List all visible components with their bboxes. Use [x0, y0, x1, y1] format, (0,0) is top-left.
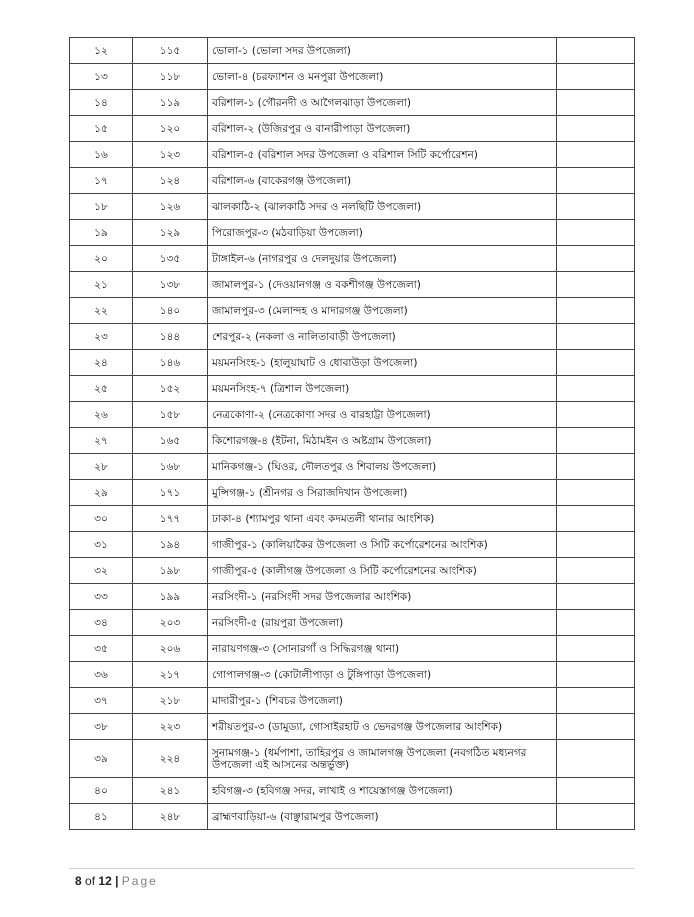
- constituency-cell: মুন্সিগঞ্জ-১ (শ্রীনগর ও সিরাজদিখান উপজেলা): [208, 480, 557, 506]
- table-row: [70, 116, 635, 142]
- note-cell: [557, 584, 635, 610]
- serial-cell: ২৬: [70, 402, 133, 428]
- note-cell: [557, 350, 635, 376]
- note-cell: [557, 740, 635, 778]
- table-row: [70, 480, 635, 506]
- table-row: [70, 428, 635, 454]
- serial-cell: ১৩: [70, 64, 133, 90]
- constituency-cell: গাজীপুর-৫ (কালীগঞ্জ উপজেলা ও সিটি কর্পোরেশনের আংশিক): [208, 558, 557, 584]
- seat-number-cell: ১৭৭: [133, 506, 208, 532]
- seat-number-cell: ২২৩: [133, 714, 208, 740]
- seat-number-cell: ১৬৮: [133, 454, 208, 480]
- note-cell: [557, 662, 635, 688]
- page-separator: |: [115, 874, 119, 888]
- seat-number-cell: ২১৭: [133, 662, 208, 688]
- serial-cell: ২৭: [70, 428, 133, 454]
- serial-cell: ১২: [70, 38, 133, 64]
- constituency-cell: বরিশাল-৫ (বরিশাল সদর উপজেলা ও বরিশাল সিটি কর্পোরেশন): [208, 142, 557, 168]
- constituency-cell: নরসিংদী-১ (নরসিংদী সদর উপজেলার আংশিক): [208, 584, 557, 610]
- serial-cell: ২৪: [70, 350, 133, 376]
- table-row: [70, 688, 635, 714]
- table-row: [70, 350, 635, 376]
- note-cell: [557, 116, 635, 142]
- table-row: [70, 194, 635, 220]
- page-current: 8: [75, 874, 82, 888]
- constituency-cell: শেরপুর-২ (নকলা ও নালিতাবাড়ী উপজেলা): [208, 324, 557, 350]
- note-cell: [557, 532, 635, 558]
- constituency-cell: ময়মনসিংহ-১ (হালুয়াঘাট ও ধোবাউড়া উপজেলা): [208, 350, 557, 376]
- page-total: 12: [98, 874, 112, 888]
- seat-number-cell: ২২৪: [133, 740, 208, 778]
- table-body: [70, 38, 635, 830]
- table-row: [70, 246, 635, 272]
- footer-divider: [69, 868, 634, 869]
- constituency-cell: হবিগঞ্জ-৩ (হবিগঞ্জ সদর, লাখাই ও শায়েস্তাগঞ্জ উপজেলা): [208, 778, 557, 804]
- serial-cell: ২২: [70, 298, 133, 324]
- table-row: [70, 142, 635, 168]
- seat-number-cell: ১৫২: [133, 376, 208, 402]
- page-of-label: of: [85, 874, 96, 888]
- note-cell: [557, 194, 635, 220]
- note-cell: [557, 376, 635, 402]
- serial-cell: ২৯: [70, 480, 133, 506]
- table-row: [70, 584, 635, 610]
- serial-cell: ১৮: [70, 194, 133, 220]
- serial-cell: ৩৭: [70, 688, 133, 714]
- serial-cell: ২১: [70, 272, 133, 298]
- serial-cell: ২৫: [70, 376, 133, 402]
- note-cell: [557, 220, 635, 246]
- seat-number-cell: ২৪১: [133, 778, 208, 804]
- note-cell: [557, 480, 635, 506]
- seat-number-cell: ১২৪: [133, 168, 208, 194]
- table-row: [70, 64, 635, 90]
- table-row: [70, 324, 635, 350]
- table-row: [70, 778, 635, 804]
- seat-number-cell: ১২৯: [133, 220, 208, 246]
- constituency-cell: মাদারীপুর-১ (শিবচর উপজেলা): [208, 688, 557, 714]
- table-row: [70, 298, 635, 324]
- constituency-cell: পিরোজপুর-৩ (মঠবাড়িয়া উপজেলা): [208, 220, 557, 246]
- note-cell: [557, 402, 635, 428]
- serial-cell: ১৯: [70, 220, 133, 246]
- table-row: [70, 740, 635, 778]
- page-footer: [75, 874, 158, 888]
- constituency-cell: বরিশাল-২ (উজিরপুর ও বানারীপাড়া উপজেলা): [208, 116, 557, 142]
- note-cell: [557, 506, 635, 532]
- note-cell: [557, 298, 635, 324]
- seat-number-cell: ১৯৮: [133, 558, 208, 584]
- seat-number-cell: ১৪৪: [133, 324, 208, 350]
- serial-cell: ৩৯: [70, 740, 133, 778]
- serial-cell: ৪১: [70, 804, 133, 830]
- note-cell: [557, 804, 635, 830]
- table-row: [70, 610, 635, 636]
- serial-cell: ৪০: [70, 778, 133, 804]
- table-row: [70, 402, 635, 428]
- seat-number-cell: ১৭১: [133, 480, 208, 506]
- seat-number-cell: ১২০: [133, 116, 208, 142]
- seat-number-cell: ১৪৬: [133, 350, 208, 376]
- table-row: [70, 220, 635, 246]
- constituency-cell: শরীয়তপুর-৩ (ডামুড্যা, গোসাইরহাট ও ভেদরগঞ্জ উপজেলার আংশিক): [208, 714, 557, 740]
- constituency-cell: জামালপুর-৩ (মেলান্দহ ও মাদারগঞ্জ উপজেলা): [208, 298, 557, 324]
- constituency-cell: বরিশাল-৬ (বাকেরগঞ্জ উপজেলা): [208, 168, 557, 194]
- constituency-cell: সুনামগঞ্জ-১ (ধর্মপাশা, তাহিরপুর ও জামালগঞ্জ উপজেলা (নবগঠিত মধ্যনগর উপজেলা এই আসনের অন্তর্ভুক্ত): [208, 740, 557, 778]
- note-cell: [557, 142, 635, 168]
- constituency-cell: মানিকগঞ্জ-১ (ঘিওর, দৌলতপুর ও শিবালয় উপজেলা): [208, 454, 557, 480]
- note-cell: [557, 636, 635, 662]
- note-cell: [557, 246, 635, 272]
- serial-cell: ৩৩: [70, 584, 133, 610]
- note-cell: [557, 454, 635, 480]
- constituency-cell: নরসিংদী-৫ (রায়পুরা উপজেলা): [208, 610, 557, 636]
- constituency-cell: ভোলা-১ (ভোলা সদর উপজেলা): [208, 38, 557, 64]
- note-cell: [557, 324, 635, 350]
- seat-number-cell: ১৩৫: [133, 246, 208, 272]
- table-row: [70, 662, 635, 688]
- serial-cell: ৩৪: [70, 610, 133, 636]
- constituency-cell: টাঙ্গাইল-৬ (নাগরপুর ও দেলদুয়ার উপজেলা): [208, 246, 557, 272]
- note-cell: [557, 38, 635, 64]
- serial-cell: ৩৬: [70, 662, 133, 688]
- constituency-cell: ঢাকা-৪ (শ্যামপুর থানা এবং কদমতলী থানার আংশিক): [208, 506, 557, 532]
- constituency-cell: জামালপুর-১ (দেওয়ানগঞ্জ ও বকশীগঞ্জ উপজেলা): [208, 272, 557, 298]
- table-row: [70, 454, 635, 480]
- constituency-cell: নেত্রকোণা-২ (নেত্রকোণা সদর ও বারহাট্টা উপজেলা): [208, 402, 557, 428]
- table-row: [70, 272, 635, 298]
- note-cell: [557, 558, 635, 584]
- seat-number-cell: ১৬৫: [133, 428, 208, 454]
- seat-number-cell: ১৪০: [133, 298, 208, 324]
- serial-cell: ৩০: [70, 506, 133, 532]
- constituency-cell: কিশোরগঞ্জ-৪ (ইটনা, মিঠামইন ও অষ্টগ্রাম উপজেলা): [208, 428, 557, 454]
- serial-cell: ১৭: [70, 168, 133, 194]
- table-row: [70, 636, 635, 662]
- seat-number-cell: ২০৬: [133, 636, 208, 662]
- constituency-table: [69, 37, 635, 830]
- serial-cell: ২৩: [70, 324, 133, 350]
- seat-number-cell: ১২৬: [133, 194, 208, 220]
- constituency-cell: ঝালকাঠি-২ (ঝালকাঠি সদর ও নলছিটি উপজেলা): [208, 194, 557, 220]
- seat-number-cell: ১১৯: [133, 90, 208, 116]
- seat-number-cell: ১৯৯: [133, 584, 208, 610]
- table-row: [70, 532, 635, 558]
- serial-cell: ২০: [70, 246, 133, 272]
- table-row: [70, 804, 635, 830]
- seat-number-cell: ২৪৮: [133, 804, 208, 830]
- serial-cell: ২৮: [70, 454, 133, 480]
- table-row: [70, 38, 635, 64]
- constituency-cell: গোপালগঞ্জ-৩ (কোটালীপাড়া ও টুঙ্গিপাড়া উপজেলা): [208, 662, 557, 688]
- seat-number-cell: ১২৩: [133, 142, 208, 168]
- constituency-cell: বরিশাল-১ (গৌরনদী ও আগৈলঝাড়া উপজেলা): [208, 90, 557, 116]
- table-row: [70, 506, 635, 532]
- note-cell: [557, 272, 635, 298]
- page-label: Page: [121, 874, 158, 888]
- note-cell: [557, 64, 635, 90]
- note-cell: [557, 610, 635, 636]
- seat-number-cell: ১১৫: [133, 38, 208, 64]
- serial-cell: ৩৮: [70, 714, 133, 740]
- constituency-cell: ব্রাহ্মণবাড়িয়া-৬ (বাঞ্ছারামপুর উপজেলা): [208, 804, 557, 830]
- seat-number-cell: ২০৩: [133, 610, 208, 636]
- seat-number-cell: ১৩৮: [133, 272, 208, 298]
- seat-number-cell: ১৯৪: [133, 532, 208, 558]
- note-cell: [557, 688, 635, 714]
- serial-cell: ৩২: [70, 558, 133, 584]
- constituency-cell: গাজীপুর-১ (কালিয়াকৈর উপজেলা ও সিটি কর্পোরেশনের আংশিক): [208, 532, 557, 558]
- note-cell: [557, 428, 635, 454]
- table-row: [70, 90, 635, 116]
- constituency-cell: নারায়ণগঞ্জ-৩ (সোনারগাঁ ও সিদ্ধিরগঞ্জ থানা): [208, 636, 557, 662]
- serial-cell: ৩৫: [70, 636, 133, 662]
- note-cell: [557, 90, 635, 116]
- serial-cell: ১৬: [70, 142, 133, 168]
- table-row: [70, 714, 635, 740]
- serial-cell: ১৫: [70, 116, 133, 142]
- seat-number-cell: ২১৮: [133, 688, 208, 714]
- note-cell: [557, 778, 635, 804]
- seat-number-cell: ১১৮: [133, 64, 208, 90]
- seat-number-cell: ১৫৮: [133, 402, 208, 428]
- table-row: [70, 376, 635, 402]
- table-row: [70, 558, 635, 584]
- serial-cell: ১৪: [70, 90, 133, 116]
- serial-cell: ৩১: [70, 532, 133, 558]
- note-cell: [557, 168, 635, 194]
- table-row: [70, 168, 635, 194]
- constituency-cell: ভোলা-৪ (চরফ্যাশন ও মনপুরা উপজেলা): [208, 64, 557, 90]
- constituency-cell: ময়মনসিংহ-৭ (ত্রিশাল উপজেলা): [208, 376, 557, 402]
- note-cell: [557, 714, 635, 740]
